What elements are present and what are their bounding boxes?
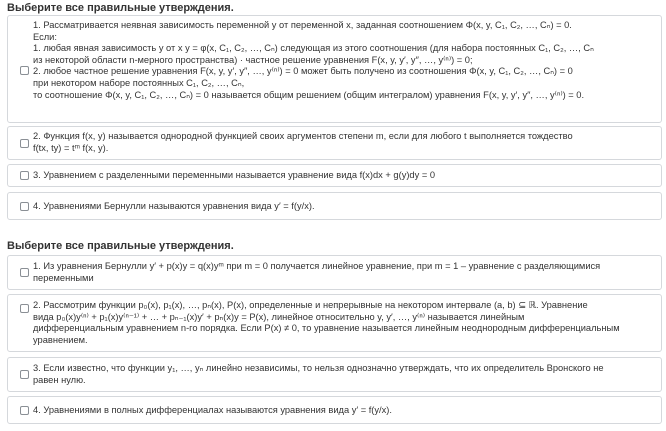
option-text: 4. Уравнениями Бернулли называются уравнения вида y′ = f(y/x). [33,201,315,211]
option-checkbox[interactable] [20,304,29,313]
option-checkbox[interactable] [20,139,29,148]
option-checkbox[interactable] [20,370,29,379]
option-text: 2. Функция f(x, y) называется однородной функцией своих аргументов степени m, если для любого t выполняется тождество f(tx, ty) = tᵐ f(x, y). [33,131,573,153]
option-card[interactable] [7,192,662,220]
option-checkbox[interactable] [20,171,29,180]
option-text: 3. Если известно, что функции y₁, …, yₙ линейно независимы, то нельзя однозначно утверждать, что их определитель Вронского не равен нулю. [33,363,604,385]
option-checkbox[interactable] [20,406,29,415]
section-1-heading: Выберите все правильные утверждения. [7,2,234,14]
option-card[interactable] [7,15,662,123]
option-card[interactable] [7,126,662,160]
option-checkbox[interactable] [20,202,29,211]
option-text: 4. Уравнениями в полных дифференциалах называются уравнения вида y′ = f(y/x). [33,405,392,415]
option-text: 3. Уравнением с разделенными переменными называется уравнение вида f(x)dx + g(y)dy = 0 [33,170,436,180]
option-text: 1. Рассматривается неявная зависимость переменной y от переменной x, заданная соотношением Φ(x, y, C₁, C₂, …, Cₙ) = 0. Если: 1. любая явная зависимость y от x y = φ(x, C₁, C₂, …, Cₙ) следующая из этого соотношения (для набора постоянных C₁, C₂, …, Cₙ из некоторой области n-мерного пространства) · частное решение уравнения F(x, y, y′, y″, …, y⁽ⁿ⁾) = 0; 2. любое частное решение уравнения F(x, y, y′, y″, …, y⁽ⁿ⁾) = 0 может быть получено из соотношения Φ(x, y, C₁, C₂, …, Cₙ) = 0 при некотором наборе постоянных C₁, C₂, …, Cₙ, то соотношение Φ(x, y, C₁, C₂, …, Cₙ) = 0 называется общим решением (общим интегралом) уравнения F(x, y, y′, y″, …, y⁽ⁿ⁾) = 0. [33,20,594,100]
option-card[interactable] [7,294,662,352]
option-card[interactable] [7,357,662,392]
option-card[interactable] [7,255,662,290]
option-text: 1. Из уравнения Бернулли y′ + p(x)y = q(x)yᵐ при m = 0 получается линейное уравнение, при m = 1 – уравнение с разделяющимися переменными [33,261,601,283]
option-text: 2. Рассмотрим функции p₀(x), p₁(x), …, pₙ(x), P(x), определенные и непрерывные на некотором интервале (a, b) ⊆ ℝ. Уравнение вида p₀(x)y⁽ⁿ⁾ + p₁(x)y⁽ⁿ⁻¹⁾ + … + pₙ₋₁(x)y′ + pₙ(x)y = P(x), линейное относительно y, y′, …, y⁽ⁿ⁾ называется линейным дифференциальным уравнением n-го порядка. Если P(x) ≠ 0, то уравнение называется линейным неоднородным дифференциальным уравнением. [33,300,620,345]
option-card[interactable] [7,396,662,424]
option-card[interactable] [7,164,662,187]
option-checkbox[interactable] [20,66,29,75]
section-2-heading: Выберите все правильные утверждения. [7,240,234,252]
option-checkbox[interactable] [20,268,29,277]
